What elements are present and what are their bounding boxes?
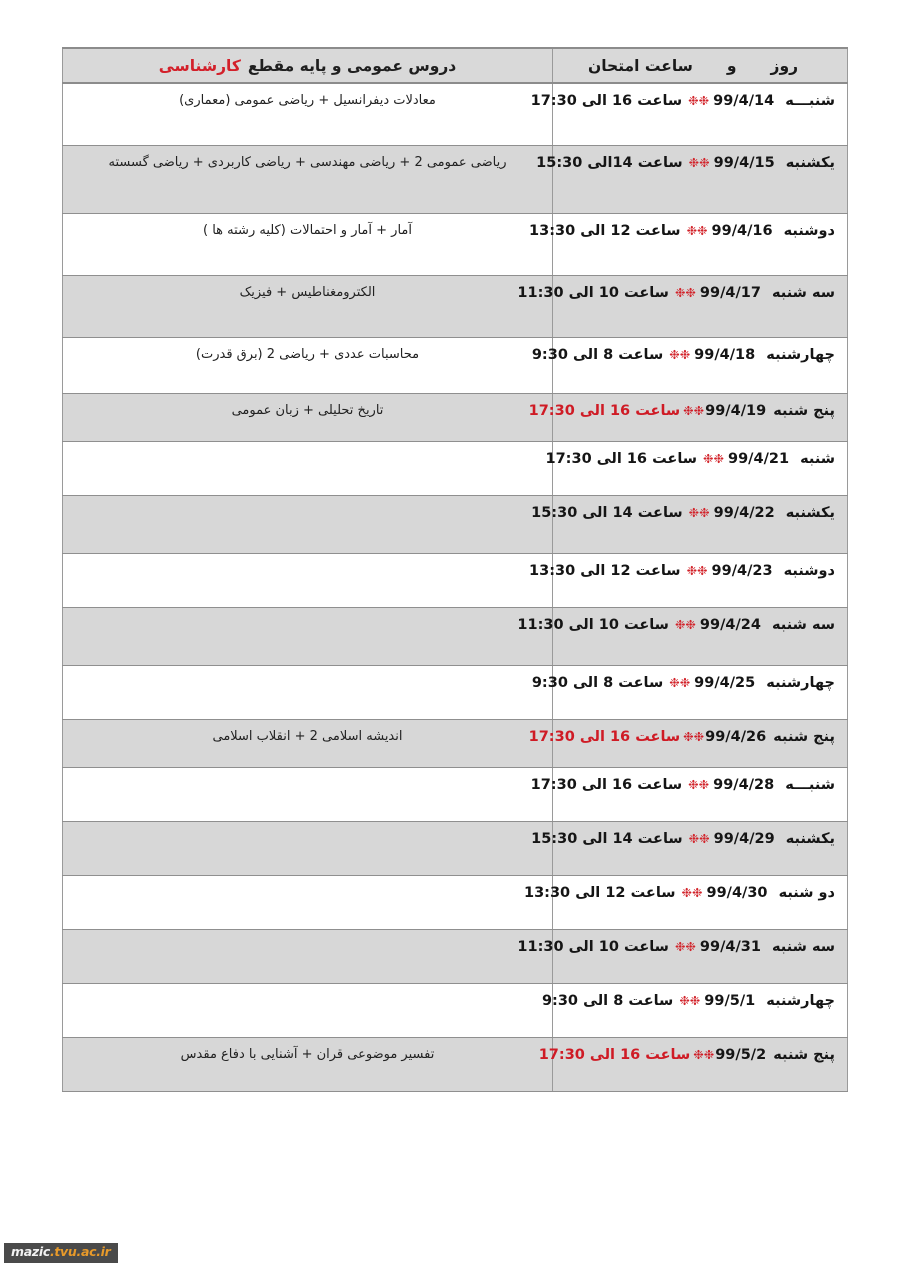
table-row: [63, 213, 848, 275]
row-day: سه شنبه: [772, 284, 835, 301]
flower-separator-icon: ❉❉: [669, 674, 691, 690]
flower-separator-icon: ❉❉: [688, 504, 710, 520]
cell-day-time: [528, 719, 848, 767]
row-date: 99/4/14: [713, 93, 775, 109]
watermark-site-name: mazic: [11, 1244, 50, 1259]
header-row: [63, 48, 848, 83]
cell-courses: [63, 553, 553, 607]
row-courses: الکترومغناطیس + فیزیک: [239, 284, 376, 300]
row-exam-time: ساعت 16 الی 17:30: [545, 450, 698, 467]
row-day: دو شنبه: [778, 884, 835, 901]
table-header: [63, 48, 848, 83]
table-row: [63, 393, 848, 441]
row-courses: [63, 984, 552, 991]
row-day: شنبه: [800, 450, 835, 467]
flower-separator-icon: ❉❉: [681, 884, 703, 900]
header-cell-courses: [63, 48, 553, 83]
day-time-text: [523, 876, 847, 905]
row-date: 99/4/26: [705, 728, 767, 745]
row-courses: تاریخ تحلیلی + زبان عمومی: [231, 402, 384, 418]
row-exam-time: ساعت 16 الی 17:30: [530, 93, 683, 109]
day-time-text: [528, 720, 847, 749]
row-day: چهارشنبه: [766, 674, 835, 691]
day-time-text: [517, 930, 847, 959]
row-exam-time: ساعت 14 الی 15:30: [531, 504, 683, 521]
cell-day-time: [531, 495, 848, 553]
row-courses: [63, 442, 552, 449]
row-day: شنبـــه: [785, 776, 835, 793]
row-courses: تفسیر موضوعی قران + آشنایی با دفاع مقدس: [180, 1046, 435, 1062]
row-date: 99/4/16: [711, 222, 773, 239]
row-courses: [63, 876, 552, 883]
cell-day-time: [529, 213, 848, 275]
day-time-text: [530, 768, 847, 797]
row-date: 99/4/21: [728, 450, 790, 467]
cell-day-time: [529, 553, 848, 607]
flower-separator-icon: ❉❉: [686, 562, 708, 578]
row-date: 99/5/2: [715, 1046, 767, 1063]
flower-separator-icon: ❉❉: [688, 154, 710, 170]
table-row: [63, 929, 848, 983]
exam-schedule-table: [62, 47, 848, 1092]
header-label-exam-time: ساعت امتحان: [587, 56, 693, 75]
row-day: سه شنبه: [772, 616, 835, 633]
flower-separator-icon: ❉❉: [679, 992, 701, 1008]
exam-schedule-table-wrapper: [63, 47, 848, 1092]
cell-courses: [63, 213, 553, 275]
table-row: [63, 275, 848, 337]
row-exam-time: ساعت 12 الی 13:30: [523, 884, 676, 901]
flower-separator-icon: ❉❉: [683, 402, 705, 418]
row-courses: [63, 608, 552, 615]
row-courses: [63, 666, 552, 673]
table-row: [63, 821, 848, 875]
table-row: [63, 875, 848, 929]
row-date: 99/4/18: [694, 346, 756, 363]
flower-separator-icon: ❉❉: [683, 728, 705, 744]
table-row: [63, 1037, 848, 1091]
row-date: 99/4/23: [711, 562, 773, 579]
day-time-text: [531, 338, 847, 367]
table-row: [63, 83, 848, 145]
cell-courses: [63, 719, 553, 767]
row-day: سه شنبه: [772, 938, 835, 955]
cell-day-time: [538, 1037, 848, 1091]
cell-day-time: [528, 393, 848, 441]
flower-separator-icon: ❉❉: [693, 1046, 715, 1062]
cell-courses: [63, 1037, 553, 1091]
flower-separator-icon: ❉❉: [669, 346, 691, 362]
cell-day-time: [531, 337, 848, 393]
row-courses: آمار + آمار و احتمالات (کلیه رشته ها ): [203, 222, 412, 238]
cell-day-time: [545, 441, 848, 495]
flower-separator-icon: ❉❉: [688, 93, 710, 108]
row-exam-time: ساعت 14 الی 15:30: [531, 830, 683, 847]
row-exam-time: ساعت 8 الی 9:30: [531, 346, 664, 363]
row-date: 99/4/24: [699, 616, 761, 633]
cell-courses: [63, 393, 553, 441]
row-day: پنج شنبه: [773, 1046, 835, 1063]
row-date: 99/4/15: [713, 154, 775, 171]
row-date: 99/4/31: [699, 938, 761, 955]
flower-separator-icon: ❉❉: [703, 450, 724, 466]
row-courses: [63, 496, 552, 503]
row-exam-time: ساعت 12 الی 13:30: [529, 222, 681, 239]
table-row: [63, 719, 848, 767]
cell-day-time: [517, 607, 848, 665]
cell-courses: [63, 767, 553, 821]
cell-courses: [63, 665, 553, 719]
flower-separator-icon: ❉❉: [686, 222, 708, 238]
cell-day-time: [531, 821, 848, 875]
row-exam-time: ساعت 16 الی 17:30: [538, 1046, 691, 1063]
row-day: یکشنبه: [785, 830, 835, 847]
table-row: [63, 607, 848, 665]
row-day: دوشنبه: [783, 562, 835, 579]
row-day: دوشنبه: [783, 222, 835, 239]
row-date: 99/4/19: [705, 402, 767, 419]
day-time-text: [529, 554, 847, 583]
row-exam-time: ساعت 16 الی 17:30: [528, 728, 681, 745]
day-time-text: [530, 84, 847, 113]
day-time-text: [545, 442, 847, 471]
row-courses: اندیشه اسلامی 2 + انقلاب اسلامی: [212, 728, 403, 744]
cell-courses: [63, 275, 553, 337]
cell-day-time: [530, 83, 848, 145]
header-label-courses-prefix: دروس عمومی و پایه مقطع: [247, 56, 457, 75]
flower-separator-icon: ❉❉: [674, 284, 696, 300]
cell-day-time: [517, 275, 848, 337]
watermark-site-domain: .tvu.ac.ir: [49, 1244, 111, 1259]
day-time-text: [529, 214, 847, 243]
cell-day-time: [531, 665, 848, 719]
row-courses: محاسبات عددی + ریاضی 2 (برق قدرت): [195, 346, 420, 362]
day-time-text: [531, 822, 847, 851]
row-exam-time: ساعت 12 الی 13:30: [529, 562, 681, 579]
flower-separator-icon: ❉❉: [674, 938, 696, 954]
row-exam-time: ساعت 10 الی 11:30: [517, 938, 669, 955]
flower-separator-icon: ❉❉: [688, 830, 710, 846]
row-day: چهارشنبه: [766, 992, 835, 1009]
row-date: 99/4/29: [713, 830, 775, 847]
day-time-text: [536, 146, 847, 175]
cell-courses: [63, 145, 553, 213]
table-row: [63, 145, 848, 213]
day-time-text: [517, 608, 847, 637]
row-courses: ریاضی عمومی 2 + ریاضی مهندسی + ریاضی کاربردی + ریاضی گسسته: [108, 154, 507, 170]
row-day: پنج شنبه: [773, 728, 835, 745]
day-time-text: [541, 984, 847, 1013]
row-day: شنبـــه: [785, 93, 835, 109]
table-body: [63, 83, 848, 1091]
row-day: چهارشنبه: [766, 346, 835, 363]
day-time-text: [528, 394, 847, 423]
row-date: 99/4/17: [699, 284, 761, 301]
day-time-text: [517, 276, 847, 305]
day-time-text: [531, 666, 847, 695]
row-date: 99/4/22: [713, 504, 775, 521]
table-row: [63, 337, 848, 393]
row-day: یکشنبه: [785, 154, 835, 171]
table-row: [63, 767, 848, 821]
flower-separator-icon: ❉❉: [688, 776, 710, 792]
cell-day-time: [536, 145, 848, 213]
cell-day-time: [541, 983, 848, 1037]
table-row: [63, 983, 848, 1037]
row-date: 99/5/1: [704, 992, 756, 1009]
row-day: یکشنبه: [785, 504, 835, 521]
cell-courses: [63, 821, 553, 875]
cell-courses: [63, 337, 553, 393]
row-exam-time: ساعت 8 الی 9:30: [541, 992, 674, 1009]
row-date: 99/4/28: [713, 776, 775, 793]
header-label-and: و: [726, 56, 737, 75]
row-day: پنج شنبه: [773, 402, 835, 419]
cell-courses: [63, 607, 553, 665]
row-date: 99/4/25: [694, 674, 756, 691]
header-label-degree-level: کارشناسی: [158, 56, 241, 75]
cell-courses: [63, 495, 553, 553]
site-watermark: [4, 1243, 118, 1263]
cell-courses: [63, 83, 553, 145]
row-exam-time: ساعت 14الی 15:30: [536, 154, 683, 171]
row-courses: [63, 930, 552, 937]
day-time-text: [538, 1038, 847, 1067]
cell-courses: [63, 441, 553, 495]
table-row: [63, 553, 848, 607]
row-exam-time: ساعت 8 الی 9:30: [531, 674, 664, 691]
cell-day-time: [517, 929, 848, 983]
row-exam-time: ساعت 16 الی 17:30: [528, 402, 681, 419]
row-courses: [63, 768, 552, 775]
header-label-day: روز: [770, 56, 799, 75]
row-date: 99/4/30: [706, 884, 768, 901]
cell-courses: [63, 875, 553, 929]
cell-day-time: [530, 767, 848, 821]
cell-day-time: [523, 875, 848, 929]
row-exam-time: ساعت 16 الی 17:30: [530, 776, 683, 793]
cell-courses: [63, 983, 553, 1037]
table-row: [63, 441, 848, 495]
row-exam-time: ساعت 10 الی 11:30: [517, 284, 669, 301]
header-cell-day-time: [553, 48, 848, 83]
row-courses: معادلات دیفرانسیل + ریاضی عمومی (معماری): [179, 93, 436, 108]
flower-separator-icon: ❉❉: [674, 616, 696, 632]
row-exam-time: ساعت 10 الی 11:30: [517, 616, 669, 633]
row-courses: [63, 554, 552, 561]
day-time-text: [531, 496, 847, 525]
table-row: [63, 665, 848, 719]
cell-courses: [63, 929, 553, 983]
table-row: [63, 495, 848, 553]
row-courses: [63, 822, 552, 829]
